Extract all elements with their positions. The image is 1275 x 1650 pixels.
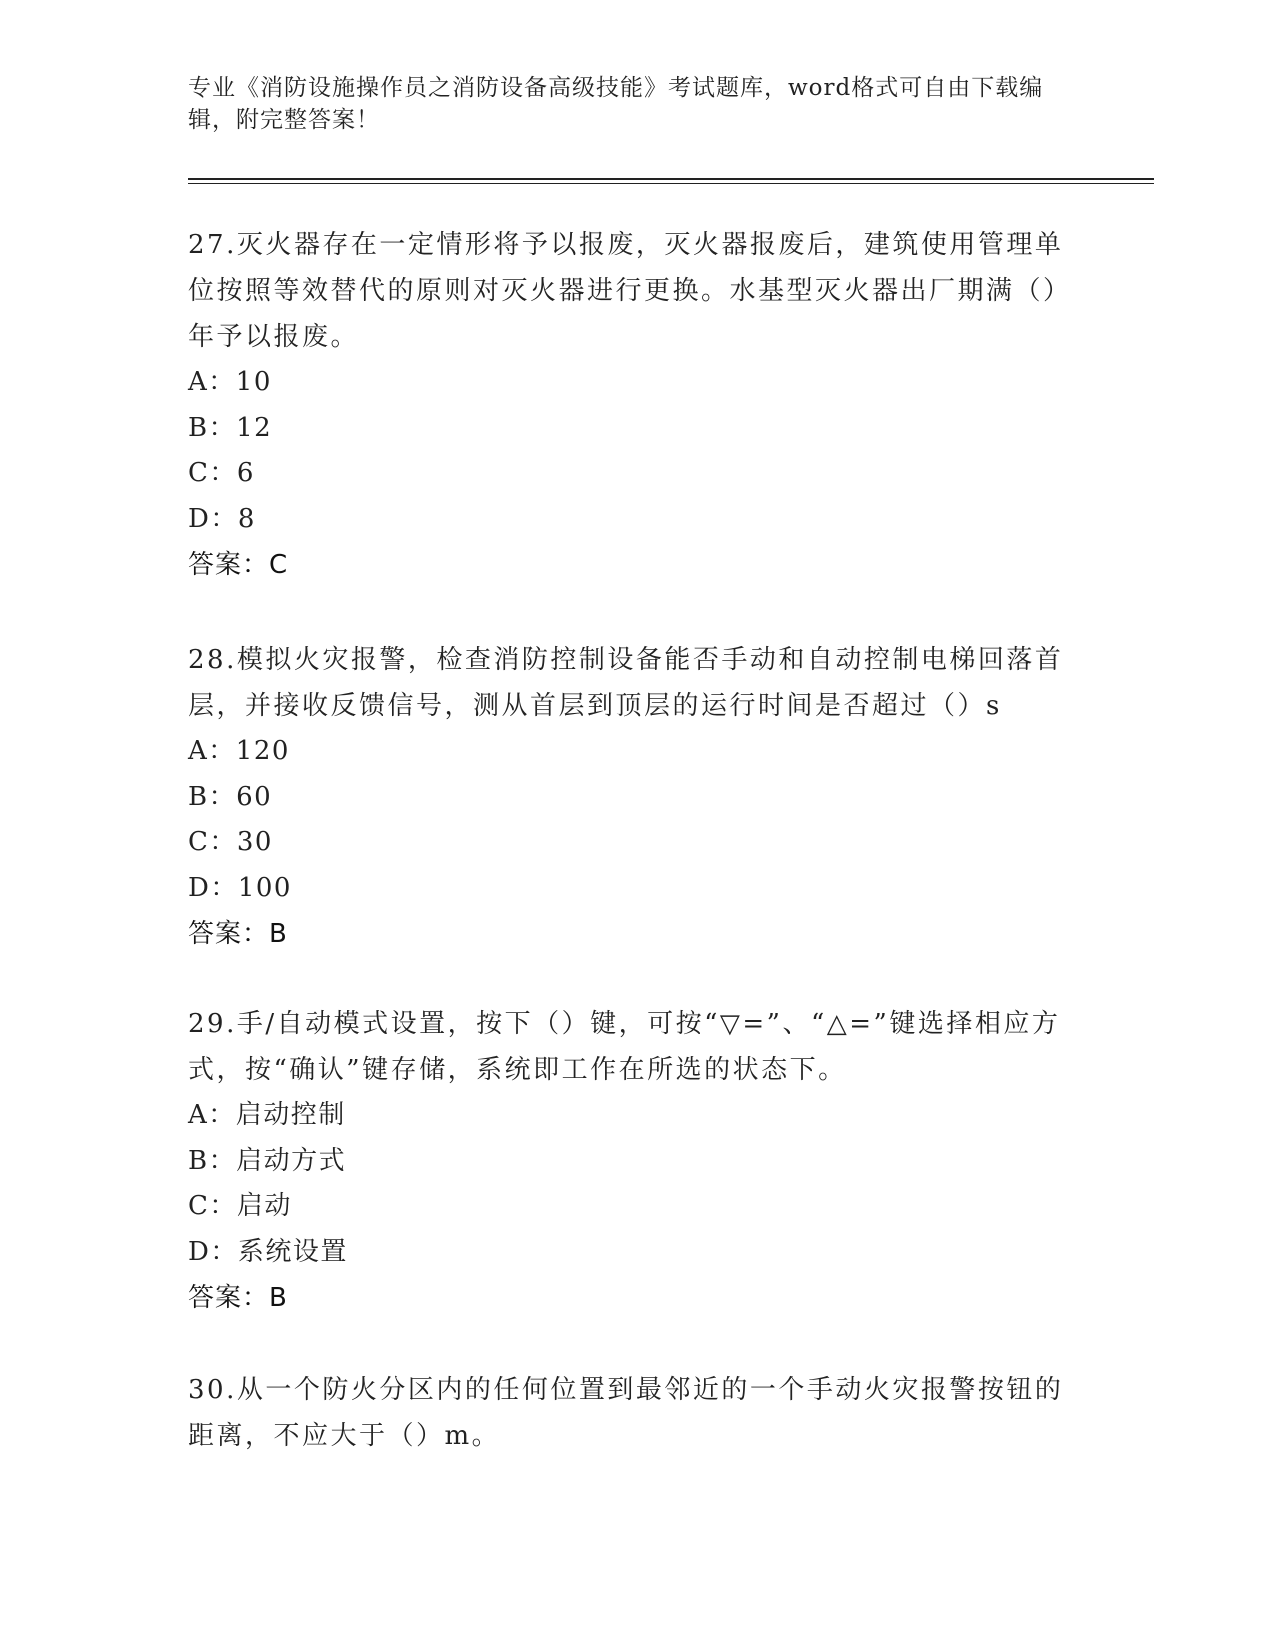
option-b: B：启动方式: [188, 1145, 347, 1176]
answer: 答案：B: [188, 1283, 288, 1313]
option-d: D：系统设置: [188, 1236, 348, 1267]
option-b: B：60: [188, 781, 273, 812]
header-divider-thin: [188, 183, 1154, 184]
option-a: A：120: [188, 736, 290, 766]
question-29: [188, 1001, 1088, 1321]
option-d: D：8: [188, 503, 256, 534]
question-stem: 30.从一个防火分区内的任何位置到最邻近的一个手动火灾报警按钮的距离，不应大于（）m。: [188, 1375, 1064, 1451]
option-a: A：启动控制: [188, 1100, 346, 1130]
question-stem: 28.模拟火灾报警，检查消防控制设备能否手动和自动控制电梯回落首层，并接收反馈信号，测从首层到顶层的运行时间是否超过（）s: [188, 645, 1064, 721]
question-stem: 29.手/自动模式设置，按下（）键，可按“▽=”、“△=”键选择相应方式，按“确认”键存储，系统即工作在所选的状态下。: [188, 1009, 1061, 1085]
question-28: [188, 637, 1088, 957]
question-stem: 27.灭火器存在一定情形将予以报废，灭火器报废后，建筑使用管理单位按照等效替代的原则对灭火器进行更换。水基型灭火器出厂期满（）年予以报废。: [188, 230, 1072, 352]
option-c: C：30: [188, 827, 273, 857]
option-c: C：启动: [188, 1191, 292, 1221]
answer: 答案：C: [188, 550, 289, 580]
option-c: C：6: [188, 458, 255, 488]
question-30: [188, 1367, 1088, 1459]
option-a: A：10: [188, 367, 272, 397]
header-divider-thick: [188, 178, 1154, 180]
document-header: 专业《消防设施操作员之消防设备高级技能》考试题库，word格式可自由下载编辑，附完整答案！: [188, 75, 1044, 133]
answer: 答案：B: [188, 919, 288, 949]
question-27: [188, 222, 1088, 588]
option-d: D：100: [188, 872, 292, 903]
option-b: B：12: [188, 412, 273, 443]
